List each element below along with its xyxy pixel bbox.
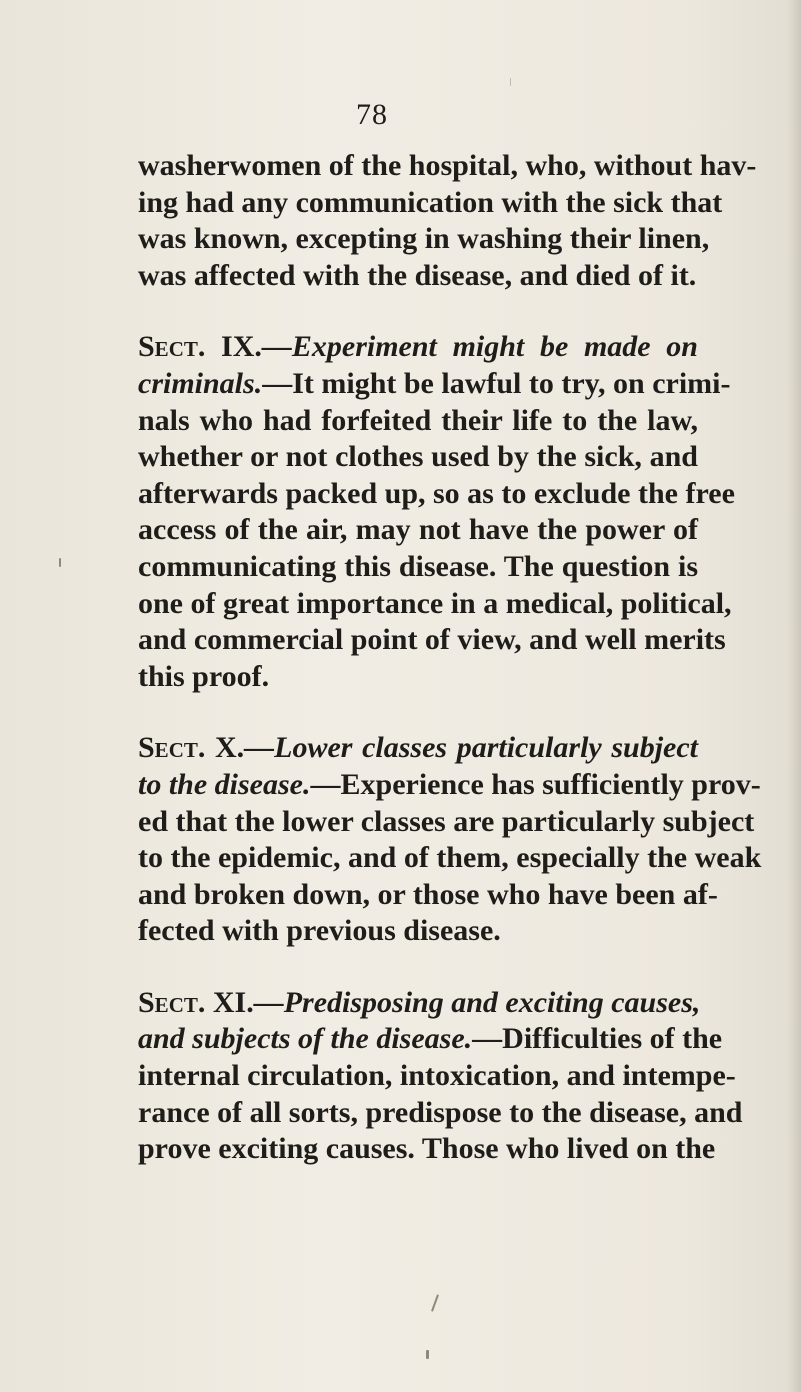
text-line: and commercial point of view, and well merits: [138, 623, 726, 657]
section-number: Sect. X.: [138, 731, 245, 765]
text-line: and broken down, or those who have been af-: [138, 877, 718, 911]
section-heading: —Experiment might be made on: [261, 330, 698, 364]
section-heading: and subjects of the disease.: [138, 1022, 473, 1056]
text-line: this proof.: [138, 659, 270, 693]
text-line: ing had any communication with the sick that: [138, 185, 723, 219]
text-line: to the epidemic, and of them, especially the weak: [138, 841, 762, 875]
text-line: access of the air, may not have the power of: [138, 513, 698, 547]
text-line: communicating this disease. The question is: [138, 549, 698, 583]
text-line: criminals.—It might be lawful to try, on crimi-: [138, 366, 731, 400]
page-edge-shadow: [787, 0, 801, 1392]
section-heading: —Lower classes particularly subject: [244, 731, 698, 765]
paragraph-sect-xi: [138, 985, 743, 1168]
text-line: to the disease.—Experience has sufficiently prov-: [138, 767, 761, 801]
text-line: internal circulation, intoxication, and intempe-: [138, 1059, 736, 1093]
body-text: [138, 148, 762, 1203]
text-line: rance of all sorts, predispose to the disease, and: [138, 1095, 743, 1129]
text-line: nals who had forfeited their life to the law,: [138, 403, 698, 437]
paragraph-sect-ix: [138, 329, 735, 695]
text-line: ed that the lower classes are particularly subject: [138, 804, 755, 838]
paper-speck: [431, 1294, 439, 1312]
paper-speck: [426, 1350, 429, 1359]
text-line: one of great importance in a medical, political,: [138, 586, 732, 620]
section-number: Sect. XI.: [138, 985, 254, 1019]
text-line: washerwomen of the hospital, who, without hav-: [138, 149, 757, 182]
section-number: Sect. IX.: [138, 330, 262, 364]
text-line: prove exciting causes. Those who lived on the: [138, 1132, 716, 1166]
section-heading: criminals.: [138, 366, 263, 400]
text-line: and subjects of the disease.—Difficulties of the: [138, 1022, 723, 1056]
text-line: [138, 985, 701, 1022]
section-heading: to the disease.: [138, 767, 311, 801]
paragraph-sect-x: [138, 730, 762, 950]
text-line: fected with previous disease.: [138, 914, 501, 948]
paper-speck: [510, 78, 511, 86]
text-line: afterwards packed up, so as to exclude the free: [138, 476, 735, 510]
text-line: [138, 730, 698, 767]
paper-speck: [59, 558, 61, 567]
text-line: [138, 329, 698, 366]
text-line: was affected with the disease, and died of it.: [138, 258, 697, 292]
page-number: 78: [356, 98, 388, 131]
text-line: whether or not clothes used by the sick, and: [138, 440, 698, 474]
section-heading: —Predisposing and exciting causes,: [253, 985, 701, 1019]
paragraph-1: [138, 148, 757, 294]
text-line: was known, excepting in washing their linen,: [138, 222, 710, 256]
